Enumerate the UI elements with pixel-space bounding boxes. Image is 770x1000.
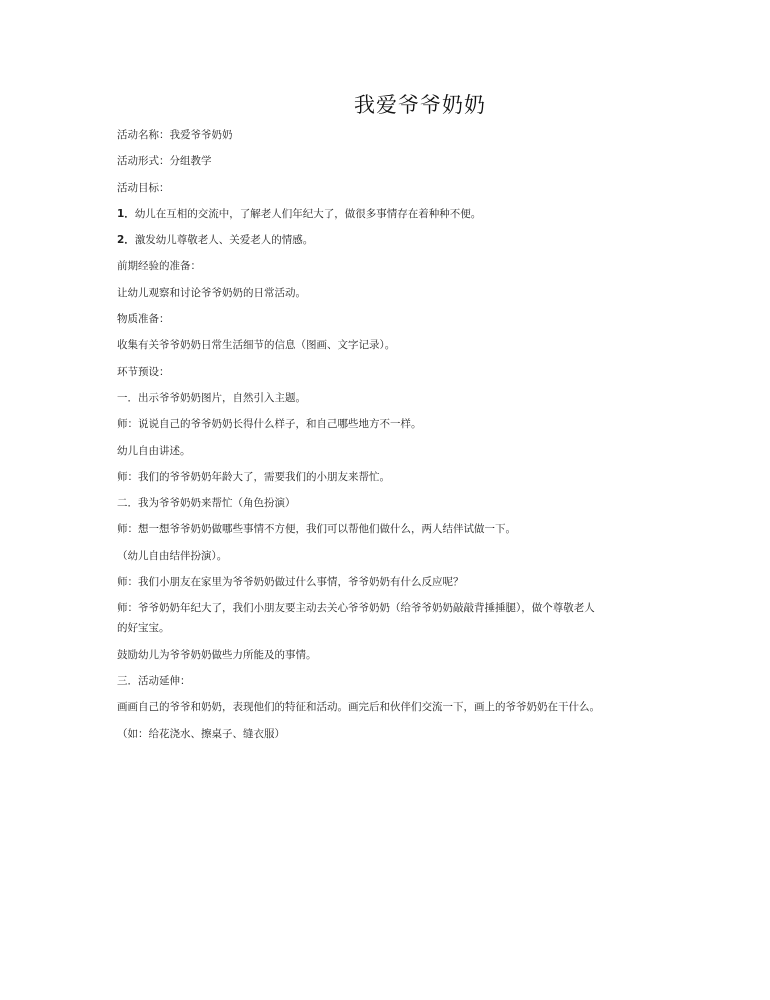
step-1-children: 幼儿自由讲述。 [117, 444, 191, 457]
activity-form-line: 活动形式：分组教学 [117, 155, 212, 168]
step-1-teacher-2: 师：我们的爷爷奶奶年龄大了，需要我们的小朋友来帮忙。 [117, 470, 390, 483]
materials-text: 收集有关爷爷奶奶日常生活细节的信息（图画、文字记录）。 [117, 339, 396, 352]
materials-heading: 物质准备： [117, 313, 170, 326]
step-2-teacher-2: 师：我们小朋友在家里为爷爷奶奶做过什么事情，爷爷奶奶有什么反应呢？ [117, 576, 464, 589]
steps-heading: 环节预设： [117, 365, 170, 378]
prior-experience-heading: 前期经验的准备： [117, 260, 201, 273]
document-body [117, 125, 662, 750]
activity-name-line: 活动名称：我爱爷爷奶奶 [117, 129, 233, 141]
activity-goals-heading: 活动目标： [117, 181, 170, 194]
step-2-children: （幼儿自由结伴扮演）。 [117, 549, 228, 562]
step-3-text: 画画自己的爷爷和奶奶，表现他们的特征和活动。画完后和伙伴们交流一下，画上的爷爷奶奶在干什么。 [117, 701, 600, 714]
goal-item-2 [117, 230, 662, 256]
goal-item-1 [117, 204, 662, 230]
step-2-teacher-3-continued: 的好宝宝。 [117, 622, 170, 635]
step-2-teacher-3: 师：爷爷奶奶年纪大了，我们小朋友要主动去关心爷爷奶奶（给爷爷奶奶敲敲背捶捶腿），做个尊敬老人 [117, 602, 595, 615]
step-2-encourage: 鼓励幼儿为爷爷奶奶做些力所能及的事情。 [117, 648, 317, 661]
step-3-heading: 三．活动延伸： [117, 674, 191, 687]
goal-text-1: 幼儿在互相的交流中，了解老人们年纪大了，做很多事情存在着种种不便。 [134, 207, 482, 220]
goal-number-1: 1． [117, 207, 135, 220]
document-title: 我爱爷爷奶奶 [354, 93, 486, 117]
step-1-teacher-1: 师：说说自己的爷爷奶奶长得什么样子，和自己哪些地方不一样。 [117, 418, 422, 431]
prior-experience-text: 让幼儿观察和讨论爷爷奶奶的日常活动。 [117, 286, 306, 299]
step-3-examples: （如：给花浇水、擦桌子、缝衣服） [117, 727, 285, 740]
goal-text-2: 激发幼儿尊敬老人、关爱老人的情感。 [134, 234, 314, 247]
goal-number-2: 2． [117, 234, 135, 247]
step-1-heading: 一．出示爷爷奶奶图片，自然引入主题。 [117, 391, 306, 404]
step-2-heading: 二．我为爷爷奶奶来帮忙（角色扮演） [117, 497, 296, 510]
step-2-teacher-1: 师：想一想爷爷奶奶做哪些事情不方便，我们可以帮他们做什么，两人结伴试做一下。 [117, 523, 516, 536]
